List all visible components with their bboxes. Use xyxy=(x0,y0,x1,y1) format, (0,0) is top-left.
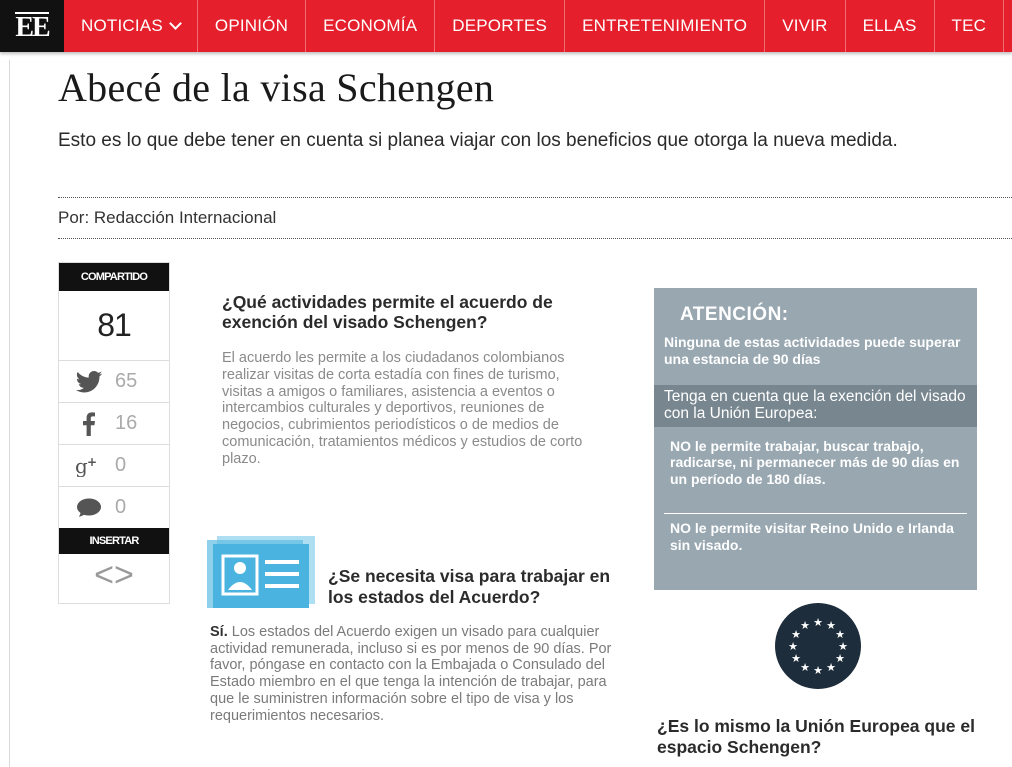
svg-text:★: ★ xyxy=(788,640,798,653)
nav-item-deportes[interactable]: DEPORTES xyxy=(435,0,565,52)
attention-text: Tenga en cuenta que la exención del visado con la Unión Europea: xyxy=(664,388,966,422)
comment-bubble-icon xyxy=(73,498,105,518)
answer-text: Sí. Los estados del Acuerdo exigen un visado para cualquier actividad remunerada, incluso si es por menos de 90 días. Por favor, póngase en contacto con la Embajada o Consulado del Estado miembro en el que tenga la intención de trabajar, para que le suministren información sobre el tipo de visa y los requerimientos necesarios. xyxy=(210,624,612,724)
attention-title: ATENCIÓN: xyxy=(680,304,789,325)
nav-item-vivir[interactable]: VIVIR xyxy=(765,0,845,52)
svg-text:★: ★ xyxy=(813,664,823,677)
code-brackets-icon: <> xyxy=(94,555,134,594)
comments-count: 0 xyxy=(115,496,127,518)
share-googleplus-button[interactable] xyxy=(59,445,169,487)
attention-text: Ninguna de estas actividades puede superar una estancia de 90 días xyxy=(664,334,961,367)
twitter-count: 65 xyxy=(115,370,138,392)
question-heading: ¿Es lo mismo la Unión Europea que el espacio Schengen? xyxy=(657,716,975,757)
divider xyxy=(664,513,967,514)
divider xyxy=(58,197,1012,198)
chevron-down-icon xyxy=(169,17,182,30)
svg-text:★: ★ xyxy=(791,628,801,641)
divider xyxy=(58,238,1012,239)
nav-item-noticias[interactable]: NOTICIAS xyxy=(64,0,198,52)
nav-item-ellas[interactable]: ELLAS xyxy=(846,0,935,52)
id-card-icon xyxy=(207,536,315,612)
share-facebook-button[interactable] xyxy=(59,403,169,445)
left-rule xyxy=(9,60,10,767)
svg-text:★: ★ xyxy=(835,628,845,641)
answer-text: El acuerdo les permite a los ciudadanos colombianos realizar visitas de corta estadía con fines de turismo, visitas a amigos o familiares, asistencia a eventos o intercambios culturales y deportivos, reuniones de negocios, cubrimientos periodísticos o de medios de comunicación, tratamientos médicos y estudios de corto plazo. xyxy=(222,350,583,467)
share-header: COMPARTIDO xyxy=(59,263,169,291)
comments-button[interactable] xyxy=(59,487,169,529)
svg-text:★: ★ xyxy=(835,652,845,665)
eu-flag-icon xyxy=(769,602,867,690)
svg-text:★: ★ xyxy=(838,640,848,653)
site-logo[interactable]: EE xyxy=(0,0,64,52)
attention-text: NO le permite visitar Reino Unido e Irlanda sin visado. xyxy=(670,520,954,553)
article-title: Abecé de la visa Schengen xyxy=(58,65,495,110)
svg-text:g: g xyxy=(75,454,88,477)
svg-text:★: ★ xyxy=(800,661,810,674)
nav-bar xyxy=(0,0,1012,52)
svg-text:+: + xyxy=(87,454,98,469)
svg-text:★: ★ xyxy=(791,652,801,665)
twitter-icon xyxy=(73,371,105,393)
googleplus-icon xyxy=(73,455,105,477)
svg-text:★: ★ xyxy=(826,661,836,674)
share-count: 81 xyxy=(59,291,169,361)
nav-item-economia[interactable]: ECONOMÍA xyxy=(306,0,435,52)
svg-text:★: ★ xyxy=(826,619,836,632)
attention-box xyxy=(654,288,977,590)
svg-text:★: ★ xyxy=(800,619,810,632)
embed-button[interactable] xyxy=(59,554,169,596)
nav-item-opinion[interactable]: OPINIÓN xyxy=(198,0,306,52)
googleplus-count: 0 xyxy=(115,454,127,476)
facebook-count: 16 xyxy=(115,412,138,434)
facebook-icon xyxy=(73,412,105,436)
svg-text:★: ★ xyxy=(813,616,823,629)
byline[interactable]: Por: Redacción Internacional xyxy=(58,208,277,227)
nav-item-entretenimiento[interactable]: ENTRETENIMIENTO xyxy=(565,0,765,52)
article-subtitle: Esto es lo que debe tener en cuenta si planea viajar con los beneficios que otorga la nueva medida. xyxy=(58,130,898,151)
question-heading: ¿Qué actividades permite el acuerdo de exención del visado Schengen? xyxy=(222,292,553,332)
share-box xyxy=(58,262,170,604)
embed-header: INSERTAR xyxy=(59,528,169,554)
nav-item-tec[interactable]: TEC xyxy=(935,0,1005,52)
share-twitter-button[interactable] xyxy=(59,361,169,403)
question-heading: ¿Se necesita visa para trabajar en los estados del Acuerdo? xyxy=(328,566,611,607)
attention-text: NO le permite trabajar, buscar trabajo, radicarse, ni permanecer más de 90 días en un período de 180 días. xyxy=(670,438,960,487)
